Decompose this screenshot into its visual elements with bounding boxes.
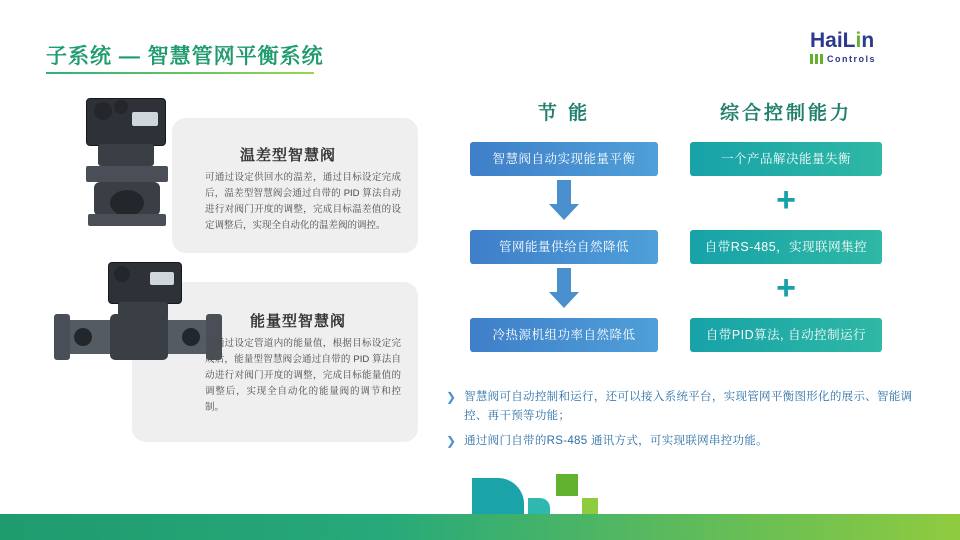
energy-valve-photo — [52, 262, 222, 382]
decoration-teal-small — [528, 498, 550, 514]
title-underline — [46, 72, 314, 74]
chevron-right-icon: ❯ — [446, 434, 457, 448]
bullet-text-2: 通过阀门自带的RS-485 通讯方式，可实现联网串控功能。 — [464, 435, 768, 447]
flow-step-energy-3: 冷热源机组功率自然降低 — [470, 318, 658, 352]
arrow-down-icon-2 — [549, 268, 579, 310]
card-body-temperature-valve: 可通过设定供回水的温差，通过目标设定完成后，温差型智慧阀会通过自带的 PID 算法自动进行对阀门开度的调整，完成目标温差值的设定调整后，实现全自动化的温差阀的调控。 — [205, 172, 401, 231]
decoration-green-square-small — [582, 498, 598, 514]
card-title-temperature-valve: 温差型智慧阀 — [240, 147, 337, 164]
list-item — [446, 432, 926, 451]
flow-step-energy-2: 管网能量供给自然降低 — [470, 230, 658, 264]
card-body-energy-valve: 可通过设定管道内的能量值，根据目标设定完成后，能量型智慧阀会通过自带的 PID 算法自动进行对阀门开度的调整，完成目标能量值的调整后，实现全自动化的能量阀的调节和控制。 — [205, 338, 401, 413]
card-title-energy-valve: 能量型智慧阀 — [250, 313, 347, 330]
logo-subtitle — [810, 54, 932, 64]
bottom-gradient-bar — [0, 514, 960, 540]
plus-icon-2: + — [776, 269, 796, 307]
plus-icon-1: + — [776, 181, 796, 219]
flow-step-control-2: 自带RS-485，实现联网集控 — [690, 230, 882, 264]
decoration-green-square — [556, 474, 578, 496]
bars-icon — [810, 54, 823, 64]
decoration-teal-large — [472, 478, 524, 514]
flow-step-energy-1: 智慧阀自动实现能量平衡 — [470, 142, 658, 176]
flow-step-control-1: 一个产品解决能量失衡 — [690, 142, 882, 176]
logo-text-part3: n — [861, 29, 875, 52]
column-heading-control-capability: 综合控制能力 — [719, 103, 852, 124]
bullet-list — [446, 388, 926, 457]
list-item — [446, 388, 926, 426]
page-title: 子系统 — 智慧管网平衡系统 — [46, 45, 324, 68]
chevron-right-icon: ❯ — [446, 390, 457, 404]
bullet-text-1: 智慧阀可自动控制和运行，还可以接入系统平台，实现管网平衡图形化的展示、智能调控、再干预等功能； — [464, 391, 913, 422]
column-heading-energy-saving: 节 能 — [537, 103, 591, 124]
logo-sub-label: Controls — [827, 54, 876, 64]
flow-step-control-3: 自带PID算法, 自动控制运行 — [690, 318, 882, 352]
logo-text-part1: HaiL — [810, 29, 856, 52]
arrow-down-icon-1 — [549, 180, 579, 222]
logo-wordmark — [810, 30, 932, 52]
logo-text-part2: i — [855, 29, 862, 52]
brand-logo — [810, 30, 932, 74]
temperature-valve-photo — [72, 98, 210, 228]
